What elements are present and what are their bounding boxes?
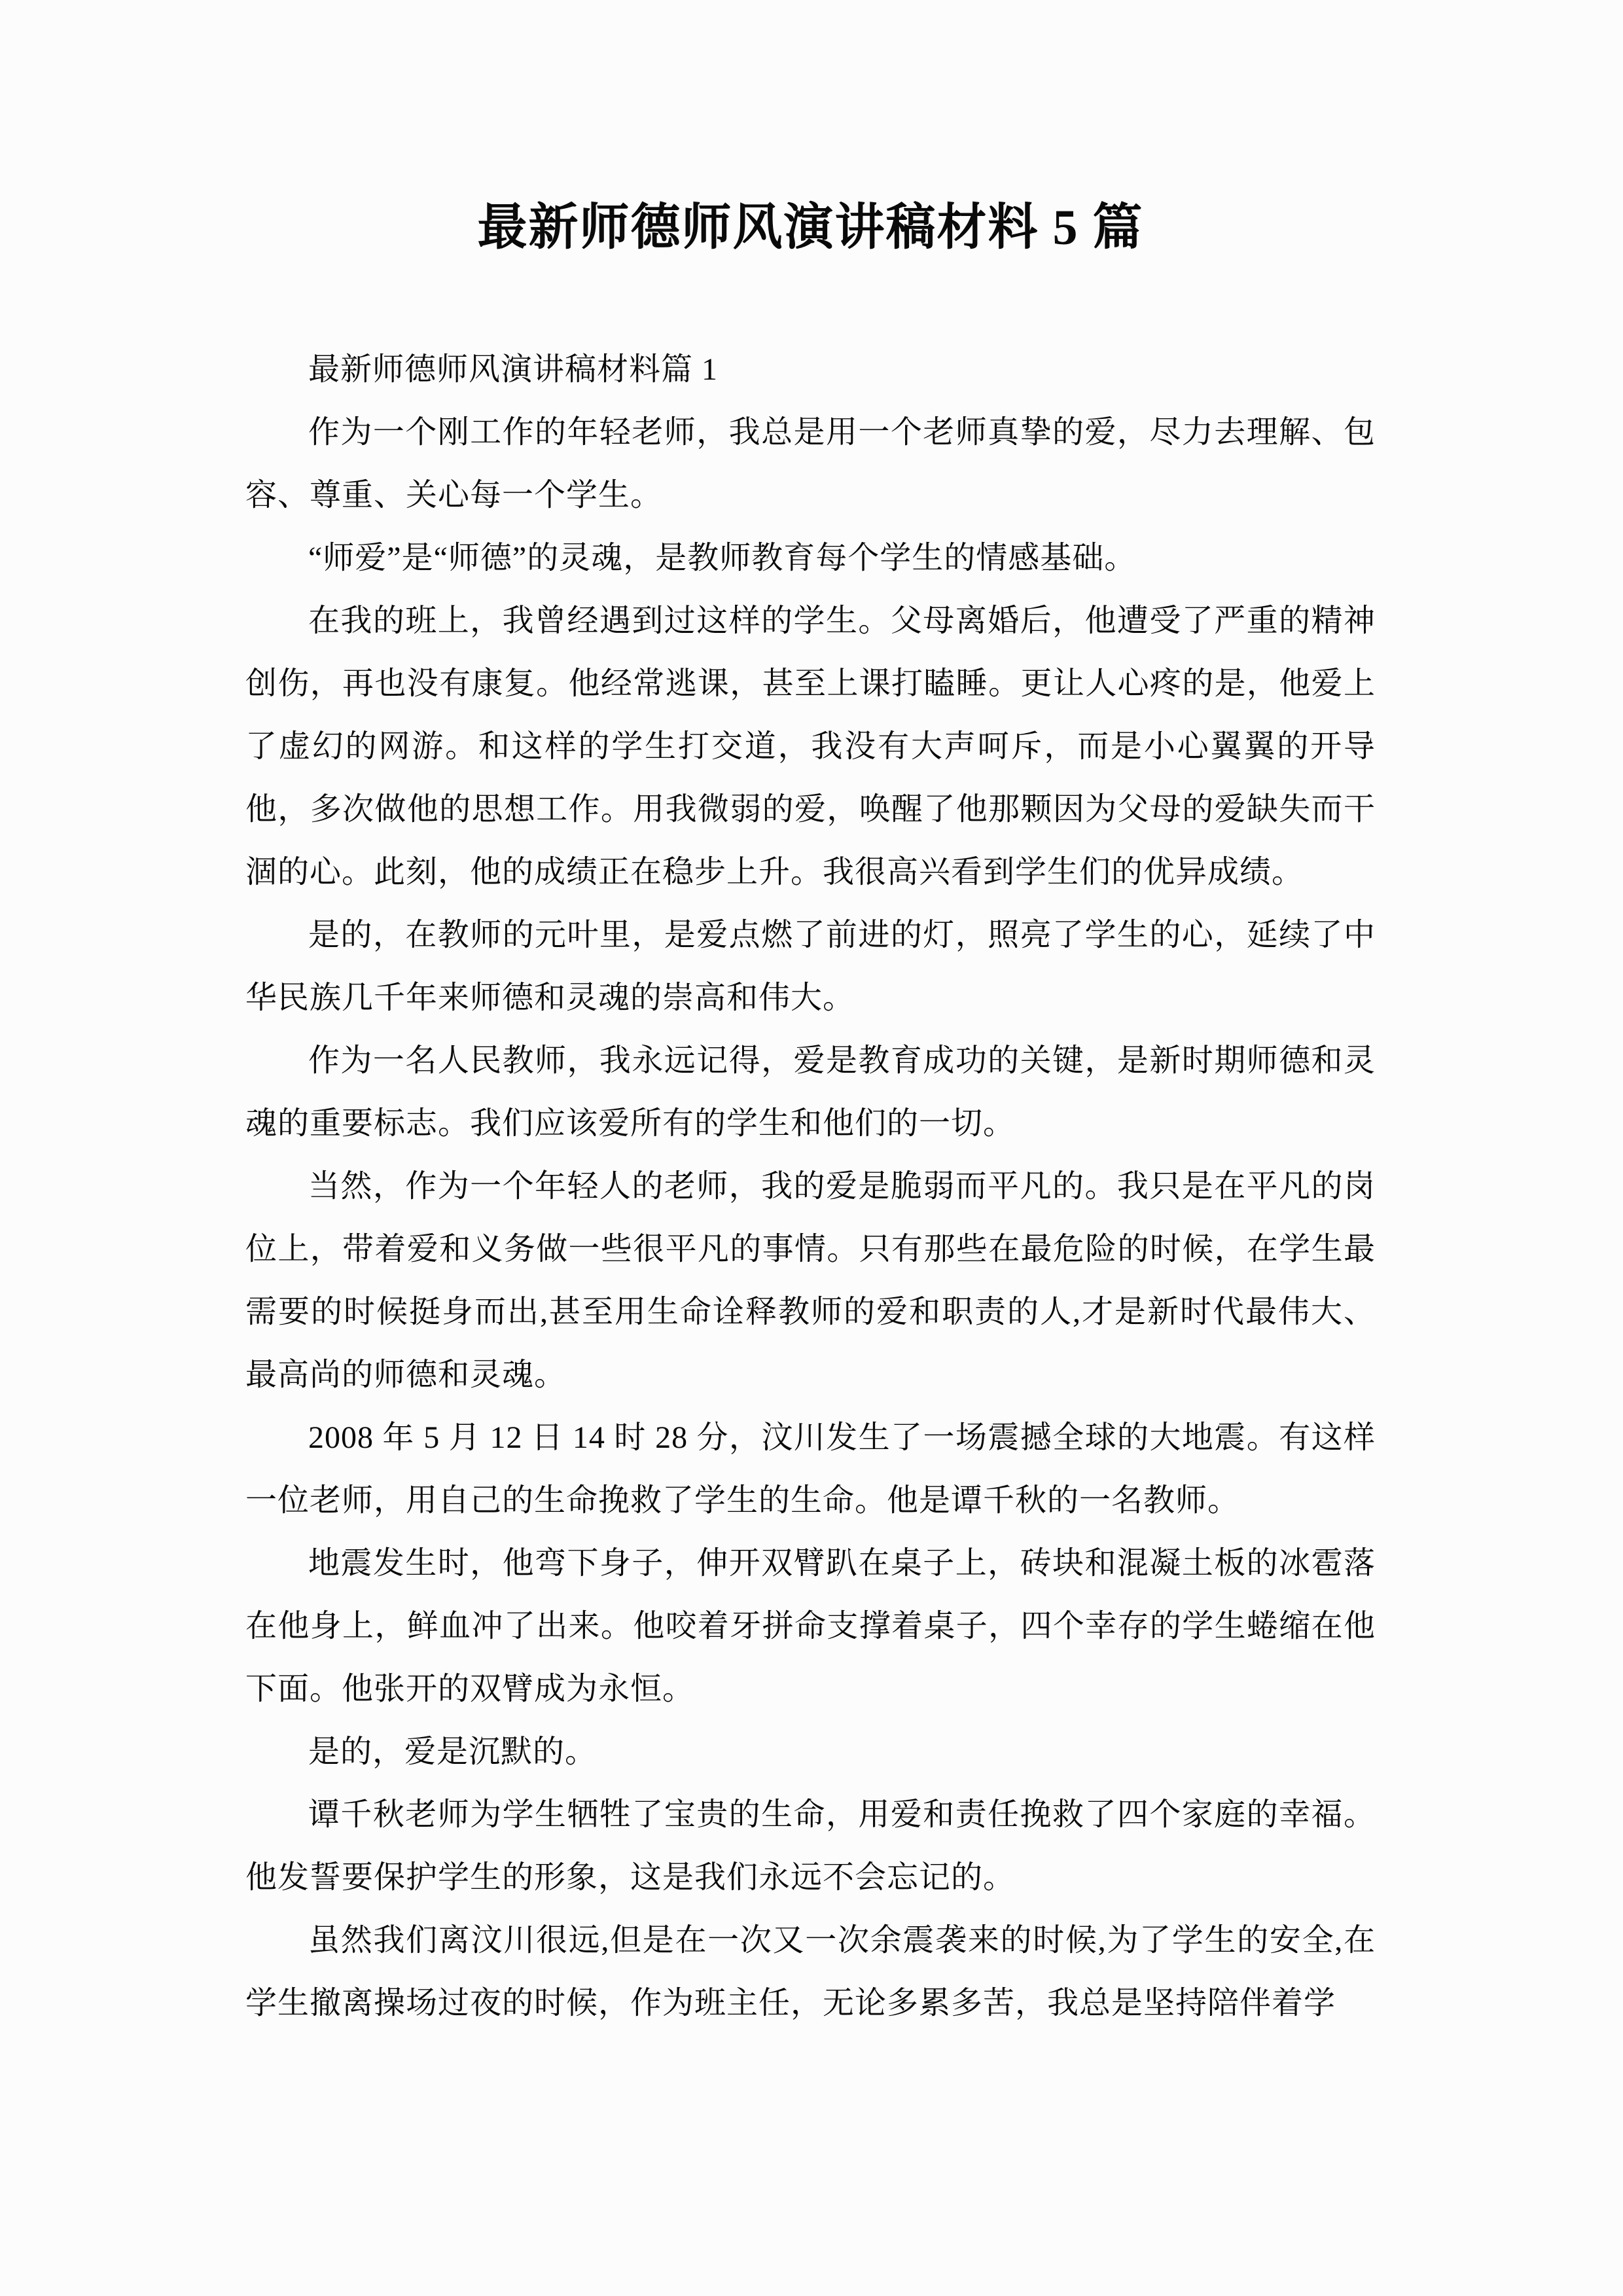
paragraph: 是的，爱是沉默的。 (308, 1734, 597, 1770)
paragraph: “师爱”是“师德”的灵魂，是教师教育每个学生的情感基础。 (308, 541, 1137, 576)
paragraph: 是的，在教师的元叶里，是爱点燃了前进的灯，照亮了学生的心，延续了中华民族几千年来师德和灵魂的崇高和伟大。 (245, 918, 1376, 1016)
paragraph-section-heading: 最新师德师风演讲稿材料篇 1 (308, 352, 719, 387)
paragraph: 虽然我们离汶川很远,但是在一次又一次余震袭来的时候,为了学生的安全,在学生撤离操场过夜的时候，作为班主任，无论多累多苦，我总是坚持陪伴着学 (245, 1923, 1376, 2021)
paragraph: 谭千秋老师为学生牺牲了宝贵的生命，用爱和责任挽救了四个家庭的幸福。他发誓要保护学生的形象，这是我们永远不会忘记的。 (245, 1797, 1376, 1895)
paragraph: 2008 年 5 月 12 日 14 时 28 分，汶川发生了一场震撼全球的大地震。有这样一位老师，用自己的生命挽救了学生的生命。他是谭千秋的一名教师。 (245, 1420, 1376, 1518)
paragraph: 作为一名人民教师，我永远记得，爱是教育成功的关键，是新时期师德和灵魂的重要标志。我们应该爱所有的学生和他们的一切。 (245, 1043, 1376, 1141)
document-title: 最新师德师风演讲稿材料 5 篇 (477, 200, 1144, 255)
paragraph: 地震发生时，他弯下身子，伸开双臂趴在桌子上，砖块和混凝土板的冰雹落在他身上，鲜血冲了出来。他咬着牙拼命支撑着桌子，四个幸存的学生蜷缩在他下面。他张开的双臂成为永恒。 (245, 1546, 1376, 1707)
paragraph: 在我的班上，我曾经遇到过这样的学生。父母离婚后，他遭受了严重的精神创伤，再也没有康复。他经常逃课，甚至上课打瞌睡。更让人心疼的是，他爱上了虚幻的网游。和这样的学生打交道，我没有大声呵斥，而是小心翼翼的开导他，多次做他的思想工作。用我微弱的爱，唤醒了他那颗因为父母的爱缺失而干涸的心。此刻，他的成绩正在稳步上升。我很高兴看到学生们的优异成绩。 (245, 603, 1376, 890)
paragraph: 作为一个刚工作的年轻老师，我总是用一个老师真挚的爱，尽力去理解、包容、尊重、关心每一个学生。 (245, 415, 1376, 513)
document-body (245, 338, 1376, 2035)
paragraph: 当然，作为一个年轻人的老师，我的爱是脆弱而平凡的。我只是在平凡的岗位上，带着爱和义务做一些很平凡的事情。只有那些在最危险的时候，在学生最需要的时候挺身而出,甚至用生命诠释教师的爱和职责的人,才是新时代最伟大、最高尚的师德和灵魂。 (245, 1169, 1376, 1393)
